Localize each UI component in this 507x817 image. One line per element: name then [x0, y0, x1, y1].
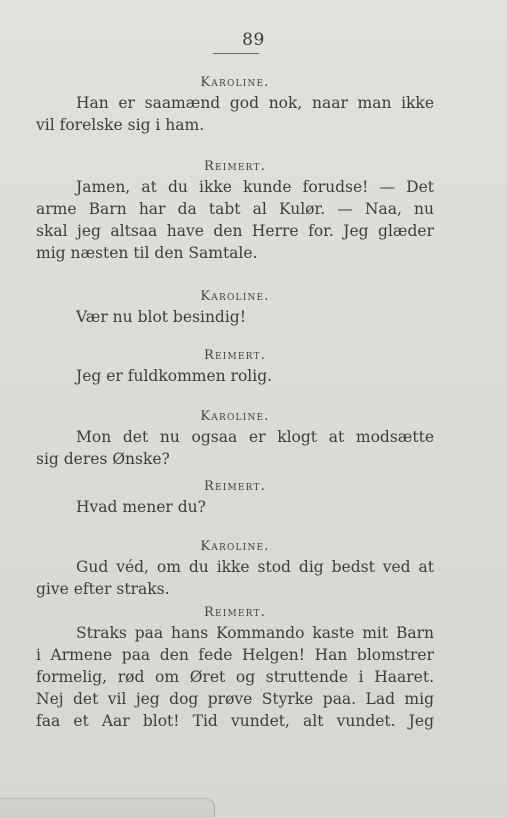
dialogue-line: Jamen, at du ikke kunde forudse! — Det: [76, 178, 434, 196]
speaker-name: Karoline.: [200, 409, 270, 424]
speaker-name: Karoline.: [200, 289, 270, 304]
dialogue-line: arme Barn har da tabt al Kulør. — Naa, nu: [36, 200, 434, 218]
dialogue-line: skal jeg altsaa have den Herre for. Jeg glæder: [36, 222, 434, 240]
dialogue-line: i Armene paa den fede Helgen! Han blomstrer: [36, 646, 434, 664]
dialogue-line: Jeg er fuldkommen rolig.: [76, 367, 273, 385]
dialogue-line: Nej det vil jeg dog prøve Styrke paa. Lad mig: [36, 690, 434, 708]
dialogue-block-karoline-1: [36, 74, 434, 136]
dialogue-line: faa et Aar blot! Tid vundet, alt vundet. Jeg: [36, 712, 434, 730]
dialogue-line: Straks paa hans Kommando kaste mit Barn: [76, 624, 434, 642]
speaker-name: Karoline.: [200, 75, 270, 90]
dialogue-block-reimert-3: [36, 478, 434, 518]
dialogue-line: sig deres Ønske?: [36, 450, 170, 468]
page-bottom-edge: [0, 798, 215, 817]
page-number-underline: [213, 53, 259, 54]
dialogue-block-karoline-3: [36, 408, 434, 470]
dialogue-line: Mon det nu ogsaa er klogt at modsætte: [76, 428, 434, 446]
dialogue-block-karoline-4: [36, 538, 434, 600]
dialogue-block-reimert-4: [36, 604, 434, 732]
dialogue-line: Vær nu blot besindig!: [76, 308, 246, 326]
page-number: 89: [242, 30, 265, 50]
dialogue-line: Hvad mener du?: [76, 498, 206, 516]
dialogue-block-karoline-2: [36, 288, 434, 328]
dialogue-line: give efter straks.: [36, 580, 170, 598]
dialogue-line: Gud véd, om du ikke stod dig bedst ved at: [76, 558, 434, 576]
dialogue-line: vil forelske sig i ham.: [36, 116, 205, 134]
speaker-name: Reimert.: [203, 348, 267, 363]
speaker-name: Karoline.: [200, 539, 270, 554]
dialogue-line: Han er saamænd god nok, naar man ikke: [76, 94, 434, 112]
dialogue-block-reimert-2: [36, 347, 434, 387]
speaker-name: Reimert.: [203, 159, 267, 174]
speaker-name: Reimert.: [203, 479, 267, 494]
speaker-name: Reimert.: [203, 605, 267, 620]
dialogue-block-reimert-1: [36, 158, 434, 264]
dialogue-line: formelig, rød om Øret og struttende i Haaret.: [36, 668, 434, 686]
dialogue-line: mig næsten til den Samtale.: [36, 244, 258, 262]
